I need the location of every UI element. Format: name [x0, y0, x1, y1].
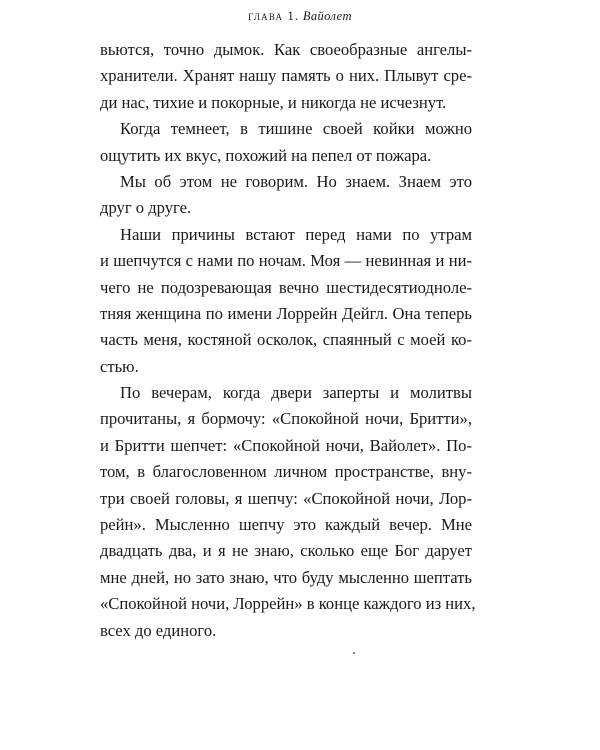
text-line: стью. [100, 356, 139, 376]
chapter-title: Вайолет [302, 9, 352, 23]
text-line: чего не подозревающая вечно шестидесятиодноле- [100, 277, 472, 297]
text-line: рейн». Мысленно шепчу это каждый вечер. Мне [100, 515, 472, 535]
text-line: Мы об этом не говорим. Но знаем. Знаем это [120, 171, 472, 191]
text-line: и Бритти шепчет: «Спокойной ночи, Вайолет». По- [100, 435, 472, 455]
page-speck-mark [353, 652, 355, 654]
text-line: всех до единого. [100, 620, 217, 640]
text-line: вьются, точно дымок. Как своеобразные ангелы- [100, 40, 472, 59]
text-line: том, в благословенном личном пространстве, вну- [100, 462, 472, 482]
text-line: тняя женщина по имени Лоррейн Дейгл. Она теперь [100, 303, 472, 323]
text-line: По вечерам, когда двери заперты и молитвы [120, 383, 472, 403]
text-line: «Спокойной ночи, Лоррейн» в конце каждого из них, [100, 594, 476, 614]
text-line: мне дней, но зато знаю, что буду мысленно шептать [100, 567, 472, 587]
text-line: друг о друге. [100, 198, 192, 218]
text-line: прочитаны, я бормочу: «Спокойной ночи, Бритти», [100, 409, 472, 429]
text-line: Когда темнеет, в тишине своей койки можно [120, 119, 472, 139]
text-line: двадцать два, и я не знаю, сколько еще Бог дарует [100, 541, 472, 561]
text-line: хранители. Хранят нашу память о них. Плывут сре- [100, 66, 472, 86]
text-line: ди нас, тихие и покорные, и никогда не исчезнут. [100, 92, 447, 112]
text-line: Наши причины встают перед нами по утрам [120, 224, 472, 244]
running-head [0, 9, 600, 24]
text-line: часть меня, костяной осколок, спаянный с моей ко- [100, 330, 472, 350]
text-line: и шепчутся с нами по ночам. Моя — невинная и ни- [100, 251, 472, 271]
text-line: три своей головы, я шепчу: «Спокойной ночи, Лор- [100, 488, 472, 508]
chapter-label: глава 1. [248, 9, 300, 23]
text-line: ощутить их вкус, похожий на пепел от пожара. [100, 145, 432, 165]
body-text [100, 37, 476, 644]
